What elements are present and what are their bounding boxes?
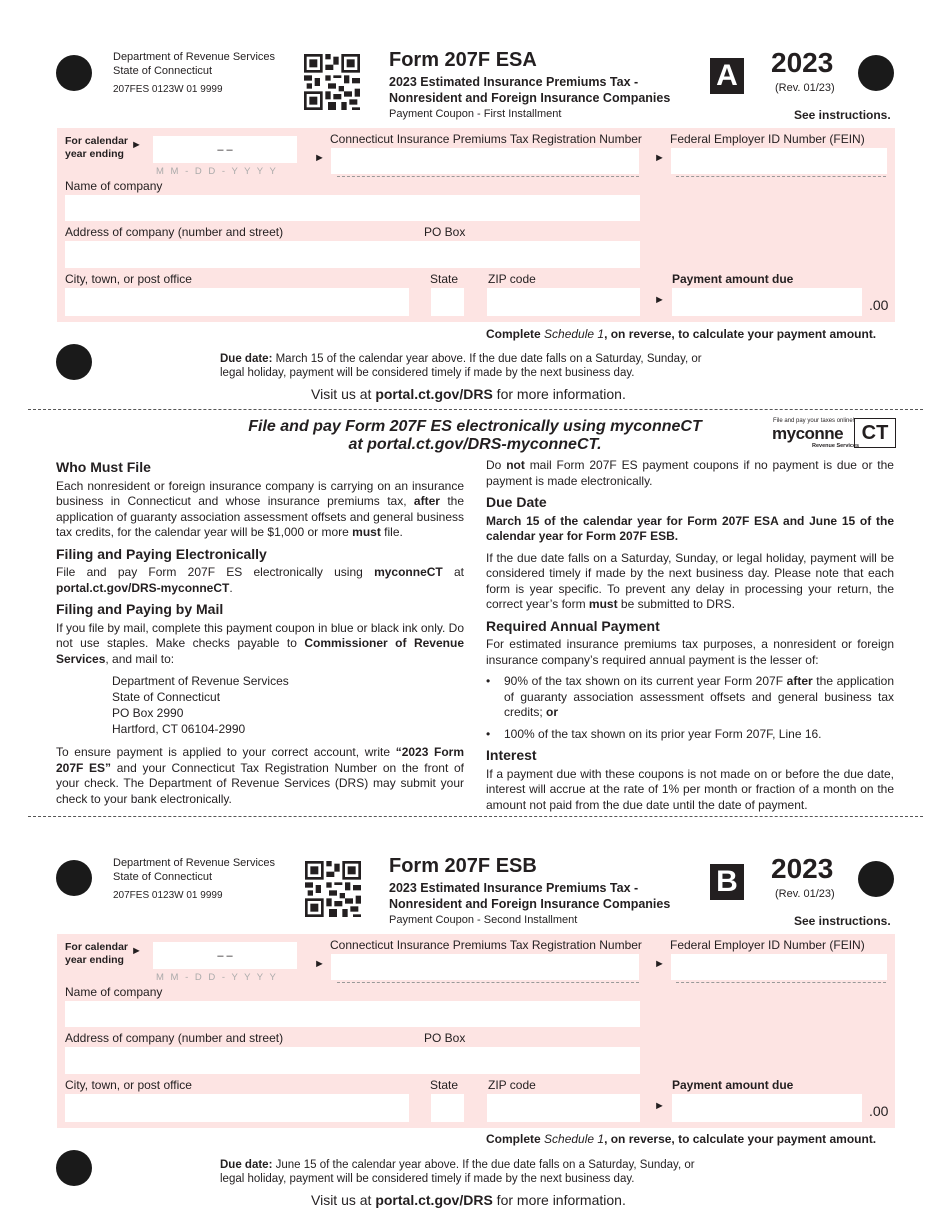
zip-label: ZIP code [488,272,536,286]
due-date-note: Due date: March 15 of the calendar year above. If the due date falls on a Saturday, Sunday, or legal holiday, payment will be considered timely if made by the next business day. [220,353,702,379]
arrow-icon: ► [131,139,142,151]
form-subtitle-2: Nonresident and Foreign Insurance Companies [389,91,671,105]
visit-note: Visit us at portal.ct.gov/DRS for more information. [311,386,626,402]
visit-note: Visit us at portal.ct.gov/DRS for more information. [311,1192,626,1208]
company-name-input[interactable] [65,195,640,221]
digit-guide [337,176,639,177]
company-name-label: Name of company [65,985,163,999]
form-subtitle-1: 2023 Estimated Insurance Premiums Tax - [389,75,639,89]
fein-input[interactable] [671,954,887,980]
revision: (Rev. 01/23) [775,888,835,900]
digit-guide [676,982,886,983]
see-instructions: See instructions. [794,108,891,122]
form-title: Form 207F ESB [389,855,537,877]
payment-amount-input[interactable] [672,1094,862,1122]
coupon-label: Payment Coupon - Second Installment [389,914,578,926]
punch-hole-icon [56,55,92,91]
filing-electronically-text: File and pay Form 207F ES electronically using myconneCT at portal.ct.gov/DRS-myconneCT. [56,565,464,595]
arrow-icon: ► [131,945,142,957]
state-label: State [430,272,459,286]
city-label: City, town, or post office [65,1078,192,1092]
calendar-label-2: year ending [65,954,124,966]
drs-link[interactable]: portal.ct.gov/DRS [375,386,493,402]
punch-hole-icon [858,861,894,897]
calendar-label-1: For calendar [65,135,129,147]
qr-code-icon [304,54,360,110]
instructions-headline: File and pay Form 207F ES electronically using myconneCT at portal.ct.gov/DRS-myconneCT. [248,418,702,453]
due-date-text: If the due date falls on a Saturday, Sunday, or legal holiday, payment will be considered timely if made by the next business day. Please note that each form is year specific. To prevent any delay in processing your return, the correct year’s form must be submitted to DRS. [486,550,894,611]
due-date-heading: Due Date [486,494,547,510]
form-title: Form 207F ESA [389,49,537,71]
company-name-label: Name of company [65,179,163,193]
ensure-payment-text: To ensure payment is applied to your correct account, write “2023 Form 207F ES” and your Connecticut Tax Registration Number on the front of your check. The Department of Revenue Services (DRS) may submit your check to your bank electronically. [56,745,465,806]
coupon-letter: A [710,58,744,94]
instructions-left-column [56,458,464,813]
cut-line [28,816,923,817]
coupon-label: Payment Coupon - First Installment [389,108,562,120]
address-input[interactable] [65,1047,640,1074]
punch-hole-icon [56,1150,92,1186]
revision: (Rev. 01/23) [775,82,835,94]
form-code: 207FES 0123W 01 9999 [113,84,223,95]
arrow-icon: ► [314,958,325,970]
registration-input[interactable] [331,954,639,980]
calendar-year-input[interactable]: – – [153,942,297,969]
interest-heading: Interest [486,747,537,763]
registration-label: Connecticut Insurance Premiums Tax Registration Number [330,132,642,146]
agency-name: Department of Revenue Services [113,857,276,869]
list-item: • 90% of the tax shown on its current year Form 207F after the application of guaranty association assessment offsets and general business tax credits; or [486,674,894,721]
required-payment-text: For estimated insurance premiums tax purposes, a nonresident or foreign insurance company’s required annual payment is the lesser of: [486,637,894,667]
arrow-icon: ► [654,958,665,970]
agency-state: State of Connecticut [113,871,213,883]
digit-guide [676,176,886,177]
required-payment-list [486,674,894,742]
payment-amount-label: Payment amount due [672,272,794,286]
do-not-mail-text: Do not mail Form 207F ES payment coupons if no payment is due or the payment is made electronically. [486,458,894,488]
coupon-letter: B [710,864,744,900]
form-subtitle-2: Nonresident and Foreign Insurance Companies [389,897,671,911]
form-code: 207FES 0123W 01 9999 [113,890,223,901]
zip-input[interactable] [487,288,640,316]
tax-year: 2023 [771,47,834,78]
address-label: Address of company (number and street) [65,1031,284,1045]
registration-input[interactable] [331,148,639,174]
address-label: Address of company (number and street) [65,225,284,239]
fein-label: Federal Employer ID Number (FEIN) [670,132,865,146]
cents-suffix: .00 [869,1103,889,1119]
payment-amount-input[interactable] [672,288,862,316]
complete-note: Complete Schedule 1, on reverse, to calculate your payment amount. [486,1132,877,1146]
qr-code-icon [305,861,361,917]
zip-label: ZIP code [488,1078,536,1092]
registration-label: Connecticut Insurance Premiums Tax Registration Number [330,938,642,952]
agency-name: Department of Revenue Services [113,51,276,63]
state-input[interactable] [431,288,464,316]
myconnect-link[interactable]: portal.ct.gov/DRS-myconneCT [56,580,230,595]
calendar-label-2: year ending [65,148,124,160]
company-name-input[interactable] [65,1001,640,1027]
who-must-file-heading: Who Must File [56,459,151,475]
interest-text: If a payment due with these coupons is not made on or before the due date, interest will accrue at the rate of 1% per month or fraction of a month on the amount not paid from the due date until the date of payment. [486,766,894,812]
required-payment-heading: Required Annual Payment [486,617,660,634]
city-input[interactable] [65,288,409,316]
arrow-icon: ► [654,1100,665,1112]
date-format-mask: M M - D D - Y Y Y Y [156,166,278,177]
due-date-note: Due date: June 15 of the calendar year above. If the due date falls on a Saturday, Sunday, or legal holiday, payment will be considered timely if made by the next business day. [220,1159,695,1185]
who-must-file-text: Each nonresident or foreign insurance company is carrying on an insurance business in Connecticut and whose insurance premiums tax, after the application of guaranty association assessment offsets and general business tax credits, for the calendar year will be $1,000 or more must file. [56,478,465,539]
date-format-mask: M M - D D - Y Y Y Y [156,972,278,983]
arrow-icon: ► [314,152,325,164]
see-instructions: See instructions. [794,914,891,928]
po-box-label: PO Box [424,1031,466,1045]
fein-input[interactable] [671,148,887,174]
punch-hole-icon [858,55,894,91]
punch-hole-icon [56,344,92,380]
filing-by-mail-heading: Filing and Paying by Mail [56,601,224,617]
cut-line [28,409,923,410]
form-subtitle-1: 2023 Estimated Insurance Premiums Tax - [389,881,639,895]
address-input[interactable] [65,241,640,268]
drs-link[interactable]: portal.ct.gov/DRS [375,1192,493,1208]
fein-label: Federal Employer ID Number (FEIN) [670,938,865,952]
filing-by-mail-text: If you file by mail, complete this payment coupon in blue or black ink only. Do not use staples. Make checks payable to Commissioner of Revenue Services, and mail to: [56,620,464,666]
mailing-address: Department of Revenue Services State of Connecticut PO Box 2990 Hartford, CT 06104-2990 [112,674,289,736]
due-date-bold-text: March 15 of the calendar year for Form 207F ESA and June 15 of the calendar year for Form 207F ESB. [486,513,894,543]
myconnect-logo: File and pay your taxes online! myconne CT Revenue Services [772,418,897,454]
agency-state: State of Connecticut [113,65,213,77]
city-label: City, town, or post office [65,272,192,286]
list-item: • 100% of the tax shown on its prior year Form 207F, Line 16. [486,727,894,743]
state-input[interactable] [431,1094,464,1122]
po-box-label: PO Box [424,225,466,239]
arrow-icon: ► [654,152,665,164]
city-input[interactable] [65,1094,409,1122]
calendar-label-1: For calendar [65,941,129,953]
punch-hole-icon [56,860,92,896]
payment-amount-label: Payment amount due [672,1078,794,1092]
digit-guide [337,982,639,983]
instructions-right-column [486,458,894,819]
state-label: State [430,1078,459,1092]
calendar-year-input[interactable]: – – [153,136,297,163]
filing-electronically-heading: Filing and Paying Electronically [56,545,267,562]
zip-input[interactable] [487,1094,640,1122]
cents-suffix: .00 [869,297,889,313]
arrow-icon: ► [654,294,665,306]
complete-note: Complete Schedule 1, on reverse, to calculate your payment amount. [486,327,877,341]
tax-year: 2023 [771,853,834,884]
